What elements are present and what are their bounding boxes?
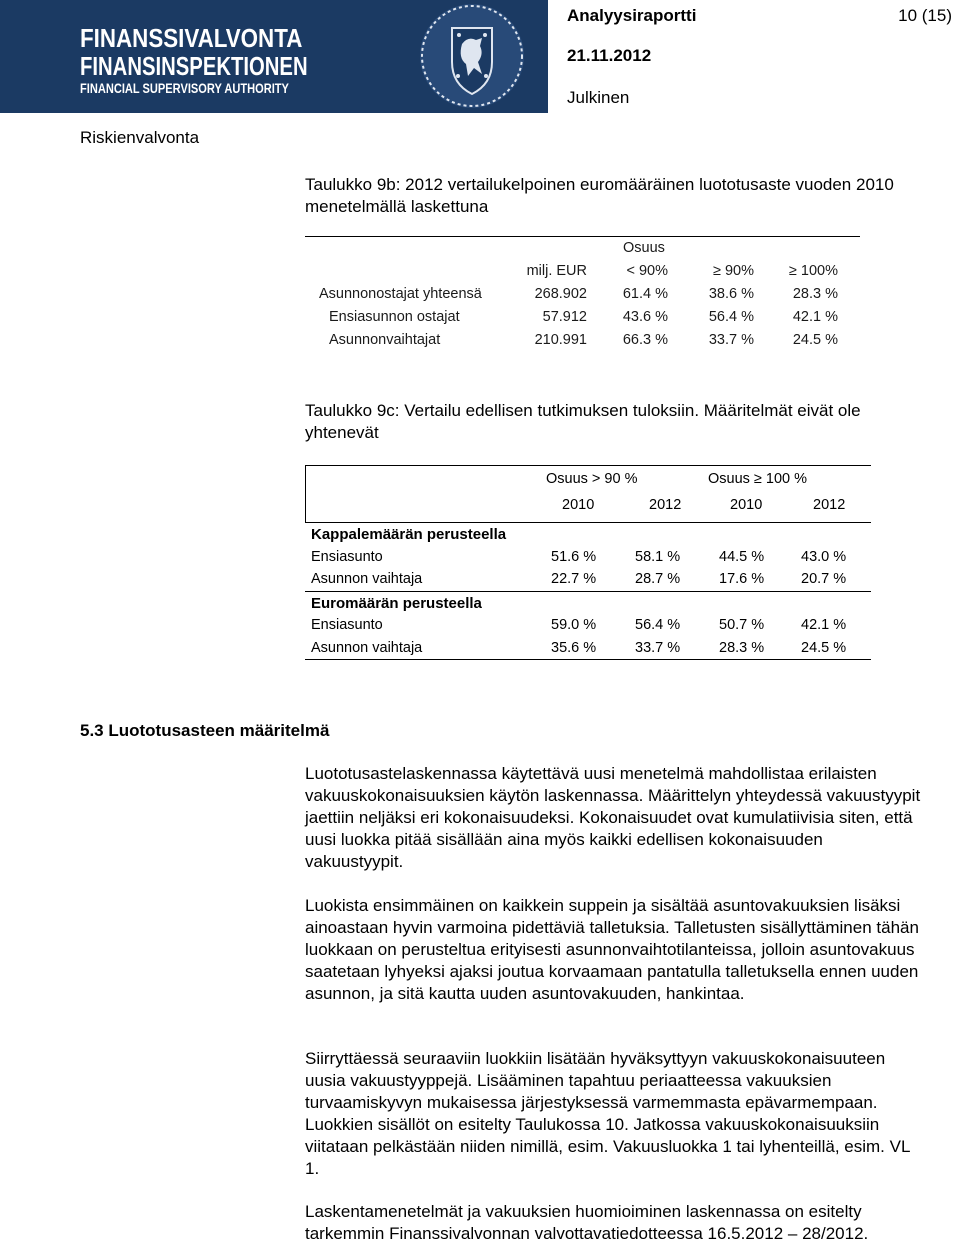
table-cell: 210.991 xyxy=(534,332,587,348)
table-row xyxy=(305,614,871,637)
table-cell: 28.3 % xyxy=(792,286,838,302)
table-cell: 22.7 % xyxy=(551,571,597,587)
page-number: 10 (15) xyxy=(898,6,952,25)
paragraph: Siirryttäessä seuraaviin luokkiin lisätään hyväksyttyyn vakuuskokonaisuuteen uusia vakuustyyppejä. Lisääminen tapahtuu periaatteessa vakuuksien turvaamiskyvyn mukaisessa järjestyksessä varmemmasta epävarmempaan. Luokkien sisällöt on esitelty Taulukossa 10. Jatkossa vakuuskokonaisuuksiin viitataan pelkästään niiden nimillä, esim. Vakuusluokka 1 tai lyhenteillä, esim. VL 1. xyxy=(305,1049,910,1178)
table-cell: 268.902 xyxy=(534,286,587,302)
table-cell: 43.6 % xyxy=(622,309,668,325)
column-header: 2010 xyxy=(730,497,763,513)
column-group-header: Osuus ≥ 100 % xyxy=(708,471,808,487)
table-cell: 42.1 % xyxy=(792,309,838,325)
table-cell: 43.0 % xyxy=(801,548,847,565)
table-cell: 28.7 % xyxy=(635,571,681,587)
table-cell: 56.4 % xyxy=(635,617,681,633)
table-cell: 24.5 % xyxy=(801,639,847,656)
table-cell: 66.3 % xyxy=(622,332,668,348)
column-group-header: Osuus > 90 % xyxy=(546,471,638,487)
logo-line-3: FINANCIAL SUPERVISORY AUTHORITY xyxy=(80,81,289,96)
lion-emblem-icon xyxy=(418,2,526,110)
column-header: milj. EUR xyxy=(526,263,587,279)
column-header: ≥ 90% xyxy=(712,263,754,279)
column-header: ≥ 100% xyxy=(788,263,838,279)
paragraph: Luokista ensimmäinen on kaikkein suppein ja sisältää asuntovakuuksien lisäksi ainoastaan hyvin varmoina pidettäviä talletuksia. Talletusten sisällyttäminen tähän luokkaan on perusteltua erityisesti asunnonvaihtotilanteissa, jolloin asuntovakuus saatetaan lyhyeksi ajaksi joutua korvaamaan pantatulla talletuksella ennen uuden asunnon, ja sitä kautta uuden asuntovakuuden, hankintaa. xyxy=(305,896,919,1003)
table-section-row xyxy=(305,592,871,615)
column-header: 2012 xyxy=(813,497,846,513)
row-label: Asunnonvaihtajat xyxy=(329,332,441,348)
row-label: Ensiasunnon ostajat xyxy=(329,309,460,325)
column-group-header: Osuus xyxy=(623,240,665,256)
column-header: 2012 xyxy=(649,497,682,513)
logo-line-1: FINANSSIVALVONTA xyxy=(80,23,303,53)
table-cell: 44.5 % xyxy=(719,548,765,565)
table-section-row xyxy=(305,523,871,546)
table-row xyxy=(305,306,860,329)
unit-name: Riskienvalvonta xyxy=(80,128,200,147)
row-label: Asunnon vaihtaja xyxy=(311,639,423,656)
table-9b-caption: Taulukko 9b: 2012 vertailukelpoinen euromääräinen luototusaste vuoden 2010 menetelmällä laskettuna xyxy=(305,175,894,216)
row-label: Ensiasunto xyxy=(311,548,383,565)
table-row xyxy=(305,568,871,592)
table-cell: 51.6 % xyxy=(551,548,597,565)
table-cell: 35.6 % xyxy=(551,639,597,656)
table-cell: 38.6 % xyxy=(708,286,754,302)
section-label: Kappalemäärän perusteella xyxy=(311,526,507,543)
table-row xyxy=(305,329,860,352)
table-cell: 59.0 % xyxy=(551,617,597,633)
paragraph: Luototusastelaskennassa käytettävä uusi menetelmä mahdollistaa erilaisten vakuuskokonaisuuksien käytön laskennassa. Määrittelyn yhteydessä vakuustyypit jaettiin neljäksi eri kokonaisuudeksi. Kokonaisuudet ovat kumulatiivisia siten, että uusi luokka pitää sisällään aina myös kaikki edellisen kokonaisuuden vakuustyypit. xyxy=(305,764,921,871)
table-cell: 57.912 xyxy=(542,309,587,325)
table-header-row xyxy=(305,237,860,260)
table-cell: 33.7 % xyxy=(708,332,754,348)
column-header: < 90% xyxy=(626,263,668,279)
document-date: 21.11.2012 xyxy=(567,46,652,65)
table-row xyxy=(305,546,871,569)
column-header: 2010 xyxy=(562,497,595,513)
table-cell: 33.7 % xyxy=(635,639,681,656)
classification: Julkinen xyxy=(567,88,630,107)
table-9c xyxy=(305,465,871,660)
table-header xyxy=(305,465,871,523)
row-label: Ensiasunto xyxy=(311,617,383,633)
table-9c-caption: Taulukko 9c: Vertailu edellisen tutkimuksen tuloksiin. Määritelmät eivät ole yhtenevät xyxy=(305,401,861,442)
table-cell: 61.4 % xyxy=(622,286,668,302)
table-row xyxy=(305,283,860,306)
logo-line-2: FINANSINSPEKTIONEN xyxy=(80,51,308,81)
table-row xyxy=(305,637,871,661)
table-cell: 58.1 % xyxy=(635,548,681,565)
table-header-row xyxy=(305,260,860,283)
document-type: Analyysiraportti xyxy=(567,6,697,25)
table-cell: 24.5 % xyxy=(792,332,838,348)
section-label: Euromäärän perusteella xyxy=(311,594,482,612)
logo-banner xyxy=(0,0,548,113)
row-label: Asunnonostajat yhteensä xyxy=(319,286,482,302)
table-cell: 56.4 % xyxy=(708,309,754,325)
paragraph: Laskentamenetelmät ja vakuuksien huomioiminen laskennassa on esitelty tarkemmin Finanssivalvonnan valvottavatiedotteessa 16.5.2012 – 28/2012. xyxy=(305,1202,869,1243)
table-cell: 28.3 % xyxy=(719,639,765,656)
row-label: Asunnon vaihtaja xyxy=(311,571,423,587)
table-cell: 20.7 % xyxy=(801,571,847,587)
table-cell: 50.7 % xyxy=(719,617,765,633)
logo-text xyxy=(80,24,372,98)
table-9b xyxy=(305,236,860,352)
section-heading: 5.3 Luototusasteen määritelmä xyxy=(80,721,330,740)
table-cell: 17.6 % xyxy=(719,571,765,587)
table-cell: 42.1 % xyxy=(801,617,847,633)
